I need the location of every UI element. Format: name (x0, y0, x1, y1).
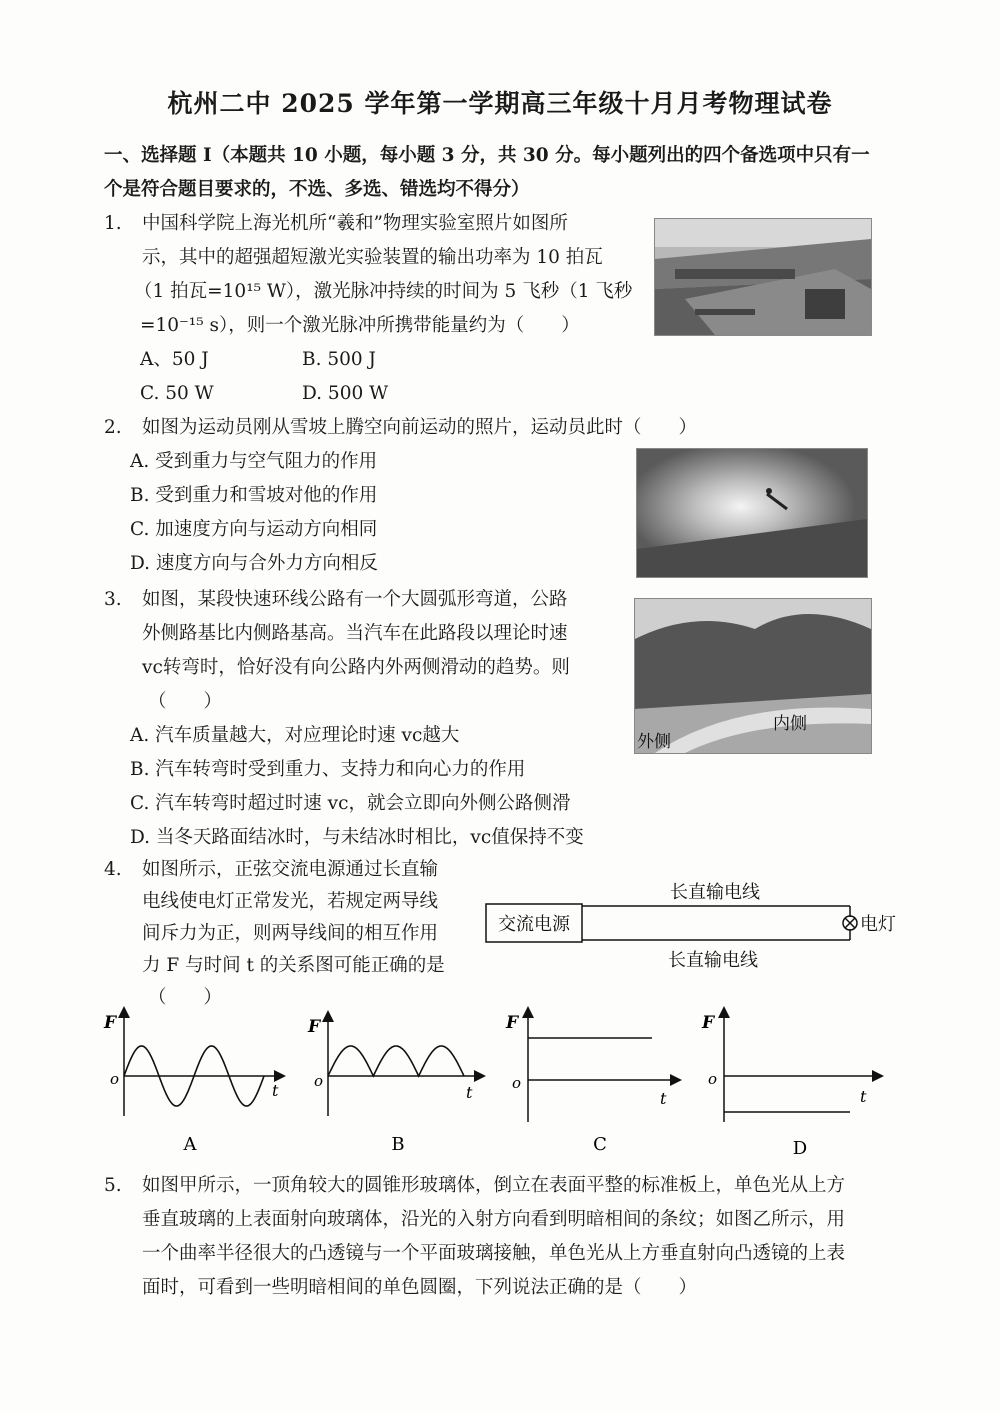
q1-stem-line-4: =10⁻¹⁵ s），则一个激光脉冲所携带能量约为（ ） (140, 315, 580, 336)
q1-option-b: B. 500 J (302, 349, 376, 370)
section-header-line-1: 一、选择题 I（本题共 10 小题，每小题 3 分，共 30 分。每小题列出的四个备选项中只有一 (104, 145, 870, 166)
q3-curved-road-photo (634, 598, 872, 754)
graph-d-y-label: F (702, 1013, 715, 1033)
q3-stem-line-1: 如图，某段快速环线公路有一个大圆弧形弯道，公路 (142, 589, 568, 610)
graph-b (307, 1016, 480, 1155)
q2-stem: 如图为运动员刚从雪坡上腾空向前运动的照片，运动员此时（ ） (142, 417, 698, 438)
lamp-icon (843, 916, 857, 930)
q3-option-a: A. 汽车质量越大，对应理论时速 vc越大 (130, 725, 460, 746)
q1-number: 1. (104, 213, 122, 234)
q1-stem-line-3: （1 拍瓦=10¹⁵ W），激光脉冲持续的时间为 5 飞秒（1 飞秒 (134, 281, 633, 302)
q1-stem-line-1: 中国科学院上海光机所“羲和”物理实验室照片如图所 (142, 213, 568, 234)
q3-outer-label: 外侧 (637, 732, 671, 752)
q2-skier-photo (636, 448, 868, 578)
graph-a-y-label: F (104, 1013, 117, 1033)
q4-stem-line-5: （ ） (148, 987, 223, 1008)
q3-option-c: C. 汽车转弯时超过时速 vc，就会立即向外侧公路侧滑 (130, 793, 571, 814)
graph-b-curve (328, 1046, 464, 1076)
q3-stem-line-4: （ ） (148, 691, 223, 712)
graph-a (103, 1012, 280, 1155)
q2-number: 2. (104, 417, 122, 438)
q4-number: 4. (104, 859, 122, 880)
graph-c-origin: o (512, 1074, 522, 1092)
q4-stem-line-2: 电线使电灯正常发光，若规定两导线 (142, 891, 439, 912)
q3-stem-line-3: vc转弯时，恰好没有向公路内外两侧滑动的趋势。则 (142, 657, 570, 678)
graph-d (701, 1012, 878, 1159)
q2-option-c: C. 加速度方向与运动方向相同 (130, 519, 378, 540)
q1-option-c: C. 50 W (140, 383, 214, 404)
top-wire-label: 长直输电线 (670, 882, 760, 903)
q5-stem-line-2: 垂直玻璃的上表面射向玻璃体，沿光的入射方向看到明暗相间的条纹；如图乙所示，用 (142, 1209, 846, 1230)
q4-circuit-diagram (480, 876, 920, 976)
q3-inner-label: 内侧 (773, 714, 807, 734)
q3-option-d: D. 当冬天路面结冰时，与未结冰时相比，vc值保持不变 (130, 827, 584, 848)
q3-option-b: B. 汽车转弯时受到重力、支持力和向心力的作用 (130, 759, 526, 780)
bottom-wire-label: 长直输电线 (668, 950, 758, 971)
graph-c (505, 1012, 676, 1155)
graph-c-option-label: C (593, 1134, 607, 1155)
q1-option-a: A、50 J (140, 349, 209, 370)
q4-stem-line-3: 间斥力为正，则两导线间的相互作用 (142, 923, 439, 944)
q5-stem-line-3: 一个曲率半径很大的凸透镜与一个平面玻璃接触，单色光从上方垂直射向凸透镜的上表 (142, 1243, 846, 1264)
graph-d-option-label: D (792, 1138, 808, 1159)
graph-a-option-label: A (183, 1134, 197, 1155)
q2-option-a: A. 受到重力与空气阻力的作用 (130, 451, 378, 472)
q5-stem-line-4: 面时，可看到一些明暗相间的单色圆圈，下列说法正确的是（ ） (142, 1277, 698, 1298)
section-header-line-2: 个是符合题目要求的，不选、多选、错选均不得分） (104, 179, 530, 200)
graph-b-origin: o (314, 1072, 324, 1090)
graph-d-x-label: t (860, 1087, 867, 1106)
exam-title: 杭州二中 2025 学年第一学期高三年级十月月考物理试卷 (167, 89, 833, 118)
graph-a-x-label: t (272, 1081, 279, 1100)
graph-b-y-label: F (308, 1017, 321, 1037)
graph-b-x-label: t (466, 1083, 473, 1102)
graph-b-option-label: B (391, 1134, 405, 1155)
q2-option-b: B. 受到重力和雪坡对他的作用 (130, 485, 378, 506)
q3-number: 3. (104, 589, 122, 610)
graph-d-origin: o (708, 1070, 718, 1088)
q4-stem-line-1: 如图所示，正弦交流电源通过长直输 (142, 859, 439, 880)
q5-number: 5. (104, 1175, 122, 1196)
q2-option-d: D. 速度方向与合外力方向相反 (130, 553, 378, 574)
q4-option-graphs (96, 1004, 956, 1164)
lamp-label: 电灯 (860, 914, 896, 935)
q1-stem-line-2: 示，其中的超强超短激光实验装置的输出功率为 10 拍瓦 (142, 247, 603, 268)
q1-option-d: D. 500 W (302, 383, 389, 404)
graph-a-origin: o (110, 1070, 120, 1088)
ac-source-label: 交流电源 (498, 914, 570, 935)
graph-c-y-label: F (506, 1013, 519, 1033)
q3-stem-line-2: 外侧路基比内侧路基高。当汽车在此路段以理论时速 (142, 623, 568, 644)
q4-stem-line-4: 力 F 与时间 t 的关系图可能正确的是 (142, 955, 445, 976)
graph-c-x-label: t (660, 1089, 667, 1108)
q1-laser-lab-photo (654, 218, 872, 336)
q5-stem-line-1: 如图甲所示，一顶角较大的圆锥形玻璃体，倒立在表面平整的标准板上，单色光从上方 (142, 1175, 846, 1196)
